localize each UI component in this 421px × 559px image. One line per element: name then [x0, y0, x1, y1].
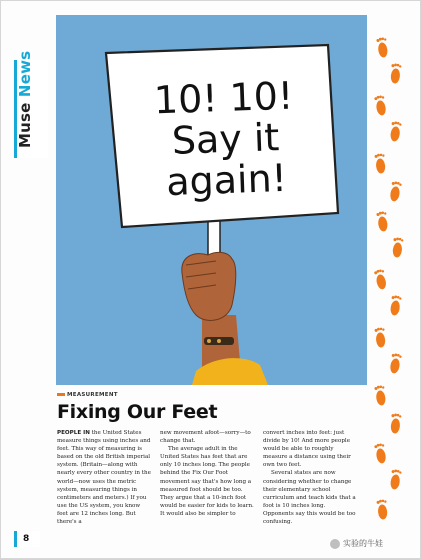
watermark [330, 538, 383, 549]
article-column-2 [160, 429, 254, 526]
paragraph [57, 429, 151, 526]
paragraph: new movement afoot—sorry—to change that. [160, 430, 251, 445]
sign-line-3: again! [165, 155, 288, 205]
watermark-text: 实验的牛娃 [343, 539, 383, 548]
bracelet-bead [207, 339, 211, 343]
article-kicker [57, 392, 118, 398]
sign-line-1: 10! 10! [153, 73, 294, 123]
section-label-muse: Muse [16, 97, 34, 148]
sign-line-2: Say it [171, 115, 281, 163]
section-label [16, 50, 36, 148]
footprint-border [368, 30, 412, 530]
section-label-news: News [16, 50, 34, 98]
page-number: 8 [14, 531, 40, 547]
article-body [57, 429, 357, 526]
bracelet-bead [217, 339, 221, 343]
article-column-1 [57, 429, 151, 526]
kicker-text: MEASUREMENT [67, 392, 118, 398]
hero-illustration [56, 15, 367, 385]
protest-sign-illustration [56, 15, 367, 385]
wechat-icon [330, 539, 340, 549]
paragraph: The average adult in the United States has feet that are only 10 inches long. The people behind the Fix Our Foot movement say that's how long a measured foot should be too. They argue that a 10-inch foot would be easier for kids to learn. It would also be simpler to [160, 446, 254, 517]
kicker-mark [57, 393, 65, 396]
article-headline: Fixing Our Feet [57, 401, 218, 423]
paragraph: Several states are now considering whether to change their elementary school curriculum and teach kids that a foot is 10 inches long. Opponents say this would be too confusing. [263, 470, 356, 526]
article-column-3 [263, 429, 357, 526]
paragraph-text: the United States measure things using inches and feet. This way of measuring is based on the old British imperial system. (Britain—along with nearly every other country in the world—now uses the metric system, measuring things in centimeters and meters.) If you use the US system, you know feet are 12 inches long. But there's a [57, 430, 151, 526]
lead-in: PEOPLE IN [57, 430, 90, 436]
paragraph: convert inches into feet: just divide by 10! And more people would be able to roughly measure a distance using their own two feet. [263, 430, 351, 469]
